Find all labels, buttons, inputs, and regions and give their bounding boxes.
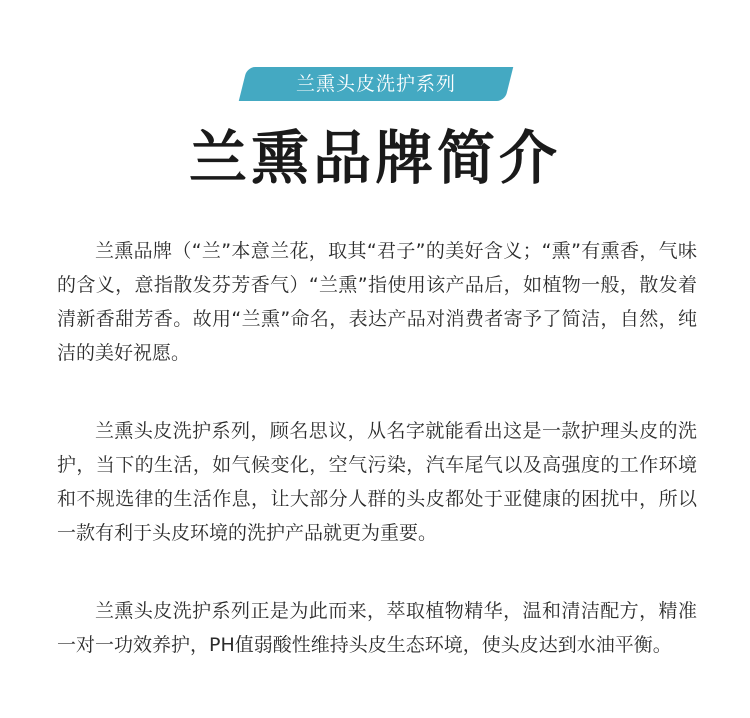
series-label: 兰熏头皮洗护系列 xyxy=(295,73,456,95)
intro-content xyxy=(57,234,697,706)
paragraph-series-purpose: 兰熏头皮洗护系列，顾名思议，从名字就能看出这是一款护理头皮的洗护，当下的生活，如气候变化，空气污染，汽车尾气以及高强度的工作环境和不规选律的生活作息，让大部分人群的头皮都处于亚健康的困扰中，所以一款有利于头皮环境的洗护产品就更为重要。 xyxy=(57,420,697,544)
page-title: 兰熏品牌简介 xyxy=(188,124,561,192)
paragraph-brand-meaning: 兰熏品牌（“兰”本意兰花，取其“君子”的美好含义；“熏”有熏香，气味的含义，意指散发芬芳香气）“兰熏”指使用该产品后，如植物一般，散发着清新香甜芳香。故用“兰熏”命名，表达产品对消费者寄予了简洁，自然，纯洁的美好祝愿。 xyxy=(57,240,697,364)
paragraph-formula: 兰熏头皮洗护系列正是为此而来，萃取植物精华，温和清洁配方，精准 一对一功效养护，PH值弱酸性维持头皮生态环境，使头皮达到水油平衡。 xyxy=(57,600,697,656)
